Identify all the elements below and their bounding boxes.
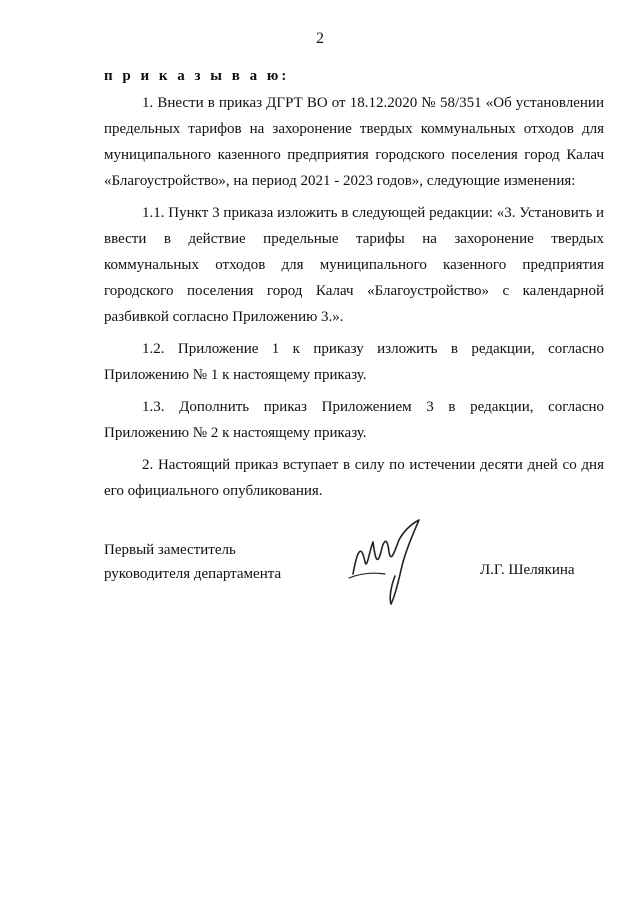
order-body: [104, 90, 604, 510]
signatory-position-line-1: Первый заместитель: [104, 542, 236, 558]
paragraph-1-3: 1.3. Дополнить приказ Приложением 3 в редакции, согласно Приложению № 2 к настоящему приказу.: [104, 399, 604, 441]
signatory-name: Л.Г. Шелякина: [480, 562, 575, 578]
page-number: 2: [316, 30, 324, 47]
paragraph-1: 1. Внести в приказ ДГРТ ВО от 18.12.2020 № 58/351 «Об установлении предельных тарифов на захоронение твердых коммунальных отходов для муниципального казенного предприятия городского поселения город Калач «Благоустройство», на период 2021 - 2023 годов», следующие изменения:: [104, 95, 604, 189]
order-lead-word: п р и к а з ы в а ю:: [104, 68, 290, 84]
signatory-position: [104, 538, 281, 586]
paragraph-1-2: 1.2. Приложение 1 к приказу изложить в редакции, согласно Приложению № 1 к настоящему приказу.: [104, 341, 604, 383]
paragraph-2: 2. Настоящий приказ вступает в силу по истечении десяти дней со дня его официального опубликования.: [104, 457, 604, 499]
handwritten-signature: [335, 512, 445, 612]
signatory-position-line-2: руководителя департамента: [104, 566, 282, 582]
paragraph-1-1: 1.1. Пункт 3 приказа изложить в следующей редакции: «3. Установить и ввести в действие предельные тарифы на захоронение твердых коммунальных отходов для муниципального казенного предприятия городского поселения город Калач «Благоустройство» с календарной разбивкой согласно Приложению 3.».: [104, 205, 604, 325]
